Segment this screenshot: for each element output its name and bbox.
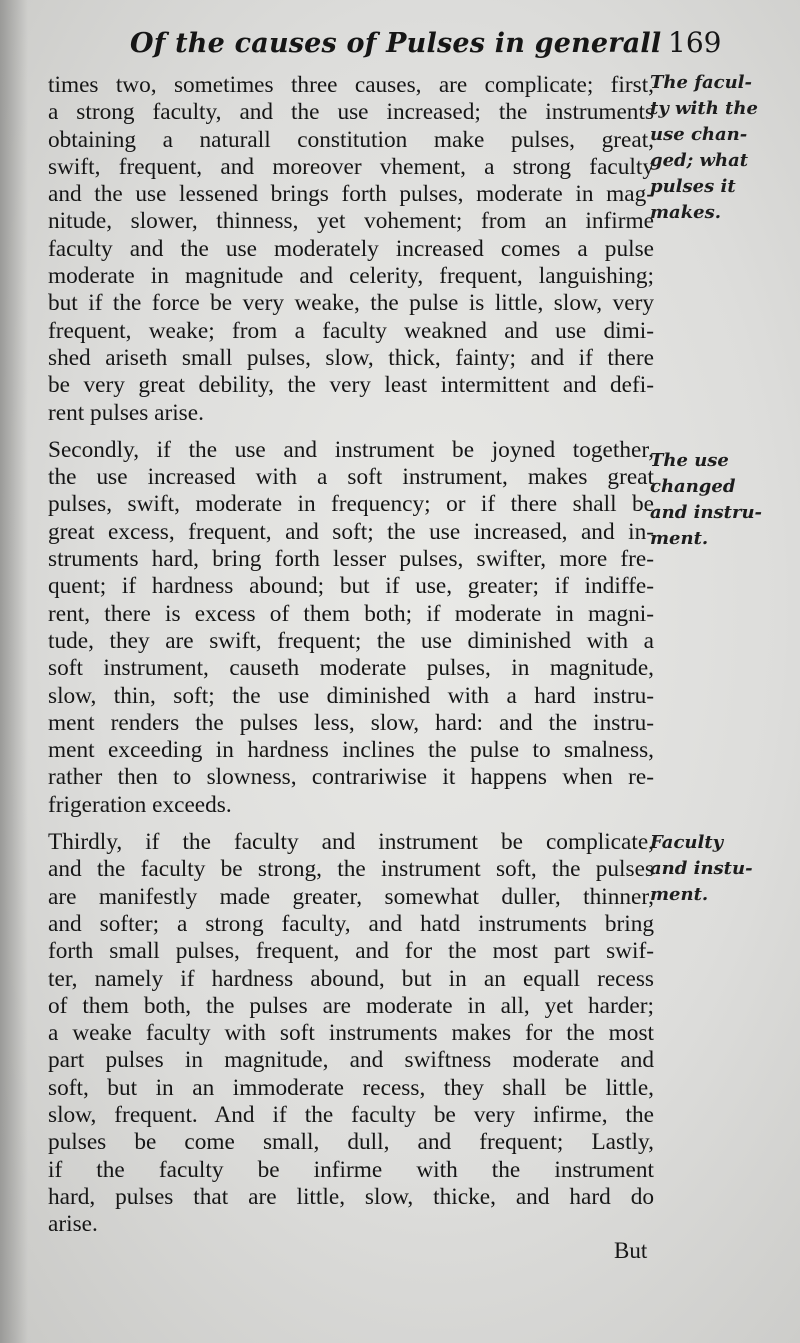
paragraph (48, 72, 654, 427)
margin-note-faculty-instrument (650, 830, 800, 908)
text-line: slow, frequent. And if the faculty be very infirme, the (48, 1101, 654, 1128)
text-line: of them both, the pulses are moderate in all, yet harder; (48, 992, 654, 1019)
text-line: frigeration exceeds. (48, 791, 232, 818)
text-line: part pulses in magnitude, and swiftness moderate and (48, 1047, 654, 1074)
margin-note-line: The facul- (650, 72, 752, 93)
paragraph-gap (48, 427, 654, 437)
catchword: But (614, 1238, 648, 1263)
body-text (48, 72, 654, 1238)
margin-note-faculty-use (650, 70, 800, 226)
text-line: ter, namely if hardness abound, but in an equall recess (48, 965, 654, 992)
paragraph-gap (48, 819, 654, 829)
margin-note-line: use chan- (650, 124, 748, 145)
page-number: 169 (668, 26, 722, 59)
margin-note-line: pulses it (650, 176, 736, 197)
text-line: and the use lessened brings forth pulses, moderate in mag- (48, 181, 654, 208)
text-line: tude, they are swift, frequent; the use diminished with a (48, 627, 654, 654)
text-line: forth small pulses, frequent, and for the most part swif- (48, 938, 654, 965)
running-header: Of the causes of Pulses in generall (130, 28, 662, 59)
text-line: rather then to slowness, contrariwise it happens when re- (48, 764, 654, 791)
text-line: shed ariseth small pulses, slow, thick, fainty; and if there (48, 344, 654, 371)
margin-note-line: and instru- (650, 502, 763, 523)
text-line: Secondly, if the use and instrument be joyned together, (48, 436, 654, 463)
margin-note-line: and instu- (650, 858, 753, 879)
text-line: if the faculty be infirme with the instrument (48, 1156, 654, 1183)
paragraph (48, 437, 654, 819)
text-line: pulses be come small, dull, and frequent; Lastly, (48, 1129, 654, 1156)
text-line: swift, frequent, and moreover vhement, a strong faculty (48, 153, 654, 180)
text-line: a weake faculty with soft instruments makes for the most (48, 1020, 654, 1047)
text-line: quent; if hardness abound; but if use, greater; if indiffe- (48, 573, 654, 600)
text-line: rent pulses arise. (48, 399, 204, 426)
text-line: faculty and the use moderately increased comes a pulse (48, 235, 654, 262)
text-line: ment exceeding in hardness inclines the pulse to smalness, (48, 737, 654, 764)
text-line: be very great debility, the very least intermittent and defi- (48, 372, 654, 399)
text-line: hard, pulses that are little, slow, thicke, and hard do (48, 1183, 654, 1210)
margin-note-line: ty with the (650, 98, 758, 119)
margin-note-line: ment. (650, 884, 709, 905)
text-line: obtaining a naturall constitution make pulses, great, (48, 126, 654, 153)
text-line: moderate in magnitude and celerity, frequent, languishing; (48, 263, 654, 290)
margin-note-line: ment. (650, 528, 709, 549)
text-line: Thirdly, if the faculty and instrument be complicate, (48, 829, 654, 856)
text-line: nitude, slower, thinness, yet vohement; from an infirme (48, 208, 654, 235)
text-line: frequent, weake; from a faculty weakned and use dimi- (48, 317, 654, 344)
text-line: struments hard, bring forth lesser pulses, swifter, more fre- (48, 546, 654, 573)
text-line: a strong faculty, and the use increased; the instruments (48, 99, 654, 126)
text-line: soft instrument, causeth moderate pulses, in magnitude, (48, 655, 654, 682)
text-line: rent, there is excess of them both; if moderate in magni- (48, 600, 654, 627)
text-line: and softer; a strong faculty, and hatd instruments bring (48, 910, 654, 937)
text-line: times two, sometimes three causes, are complicate; first, (48, 72, 654, 98)
text-line: but if the force be very weake, the pulse is little, slow, very (48, 290, 654, 317)
text-line: pulses, swift, moderate in frequency; or if there shall be (48, 491, 654, 518)
margin-note-line: makes. (650, 202, 722, 223)
margin-note-line: ged; what (650, 150, 749, 171)
text-line: and the faculty be strong, the instrument soft, the pulses (48, 856, 654, 883)
text-line: arise. (48, 1211, 98, 1238)
text-line: ment renders the pulses less, slow, hard: and the instru- (48, 709, 654, 736)
text-line: are manifestly made greater, somewhat duller, thinner, (48, 883, 654, 910)
text-line: slow, thin, soft; the use diminished with a hard instru- (48, 682, 654, 709)
margin-note-line: changed (650, 476, 736, 497)
page-gutter-shadow (0, 0, 28, 1343)
margin-note-line: Faculty (650, 832, 724, 853)
margin-note-line: The use (650, 450, 729, 471)
text-line: soft, but in an immoderate recess, they shall be little, (48, 1074, 654, 1101)
text-line: great excess, frequent, and soft; the use increased, and in- (48, 518, 654, 545)
margin-note-use-instrument (650, 448, 800, 552)
paragraph (48, 829, 654, 1238)
text-line: the use increased with a soft instrument, makes great (48, 464, 654, 491)
